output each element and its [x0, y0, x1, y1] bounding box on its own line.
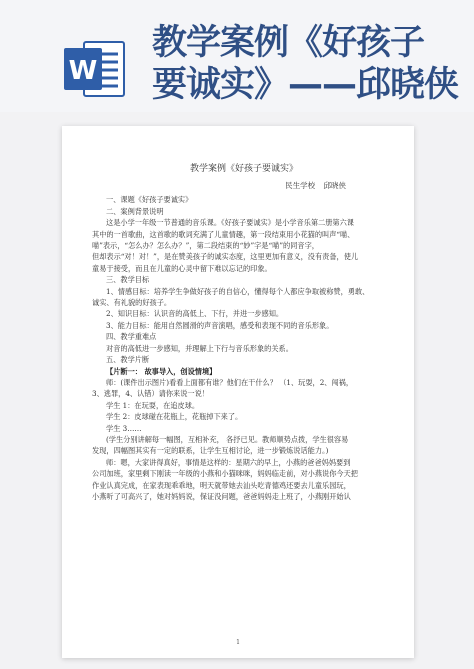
document-line: 2、知识目标：认识音的高低上、下行，并进一步感知。 — [106, 309, 284, 319]
document-line: 师：嗯，大家讲得真好，事情是这样的：星期六的早上，小燕的爸爸妈妈要到 — [106, 457, 351, 467]
document-line: 3、能力目标：能用自然圆滑的声音演唱，感受和表现不同的音乐形象。 — [106, 320, 334, 330]
document-line: 但却表示“对！对！”，是在赞美孩子的诚实态度，这里更加有意义，没有责备，使儿 — [92, 252, 359, 262]
document-line: 五、教学片断 — [106, 355, 150, 365]
document-body — [92, 162, 392, 502]
document-line: 童易于接受，而且在儿童的心灵中留下难以忘记的印象。 — [92, 263, 272, 273]
document-line: 四、教学重难点 — [106, 332, 157, 342]
document-line: 一、课题《好孩子要诚实》 — [106, 195, 193, 205]
document-line: 对音的高低进一步感知，并理解上下行与音乐形象的关系。 — [106, 343, 293, 353]
document-line: 二、案例背景说明 — [106, 206, 164, 216]
document-line: 作业认真完成，在家表现乖乖地，明天就带她去汕头吃青德鸡还要去儿童乐园玩， — [92, 480, 351, 490]
title-line-2: 要诚实》——邱晓侠 — [152, 65, 459, 105]
document-line: 学生 2：皮球碰在花瓶上，花瓶掉下来了。 — [106, 412, 243, 422]
document-line: 3、逃罪，4、认错）请你来说一说！ — [92, 389, 209, 399]
document-lines — [92, 194, 392, 502]
document-line: 发现，四幅图其实有一定的联系，让学生互相讨论，进一步锻炼说话能力。) — [92, 446, 329, 456]
document-line: (学生分别讲解每一幅图，互相补充， 各抒已见。教师顺势点拨，学生很容易 — [106, 434, 349, 444]
document-page — [62, 126, 414, 658]
document-author: 民生学校 邱晓侠 — [285, 181, 346, 190]
document-line: 学生 1：在玩耍，在追皮球。 — [106, 400, 200, 410]
document-line: 三、教学目标 — [106, 275, 150, 285]
document-line: 1、情感目标：培养学生争做好孩子的自信心，懂得每个人都应争取被称赞，勇敢、 — [106, 286, 370, 296]
title-line-1: 教学案例《好孩子 — [152, 23, 425, 63]
document-line: 这是小学一年级一节普通的音乐课。《好孩子要诚实》是小学音乐第二册第六课 — [106, 218, 354, 228]
preview-header — [0, 0, 474, 112]
document-line: 喵”表示，“怎么办？怎么办？”，第二段结束的“妙”字是“喵”的同音字， — [92, 241, 319, 251]
document-line: 学生 3…… — [106, 423, 142, 433]
document-title: 教学案例《好孩子要诚实》 — [189, 164, 298, 174]
document-line: 【片断一： 故事导入，创设情境】 — [106, 366, 217, 376]
document-line: 诚实、有礼貌的好孩子。 — [92, 298, 172, 308]
word-icon — [62, 38, 128, 100]
document-line: 公司加班，家里剩下刚读一年级的小燕和小猫咪咪，妈妈临走前，对小燕说你今天把 — [92, 469, 358, 479]
document-line: 师：(课件出示图片)看看上面都有谁？他们在干什么？ （1、玩耍，2、闯祸， — [106, 377, 354, 387]
document-line: 小燕听了可高兴了，她对妈妈说，保证没问题，爸爸妈妈走上班了，小燕刚开始认 — [92, 491, 351, 501]
document-line: 其中的一首歌曲，这首歌的歌词充满了儿童情趣，第一段结束用小花猫的叫声“喵、 — [92, 229, 355, 239]
page-title — [152, 22, 464, 106]
svg-text:W: W — [68, 56, 98, 86]
page-number: 1 — [236, 639, 240, 646]
